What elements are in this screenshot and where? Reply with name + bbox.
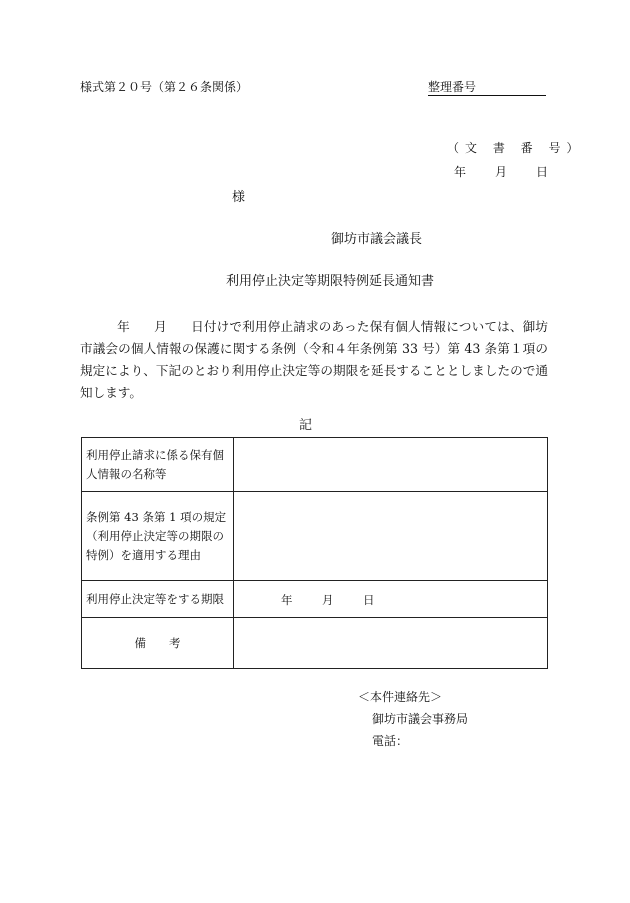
ki-heading: 記	[299, 418, 313, 433]
deadline-label: 利用停止決定等をする期限	[82, 581, 234, 618]
table-row	[82, 581, 548, 618]
table-row	[82, 492, 548, 581]
document-title: 利用停止決定等期限特例延長通知書	[226, 274, 435, 289]
issue-date-month: 月	[495, 165, 508, 179]
body-text: 日付けで利用停止請求のあった保有個人情報については、御坊市議会の個人情報の保護に関する条例（令和４年条例第 33 号）第 43 条第１項の規定により、下記のとおり利用停止決定等の期限を延長することとしましたので通知します。	[80, 319, 549, 400]
deadline-value[interactable]	[234, 581, 548, 618]
registration-number	[428, 80, 546, 96]
table-row	[82, 438, 548, 492]
body-date-month: 月	[153, 319, 167, 334]
document-number: （文 書 番 号）	[447, 141, 585, 155]
contact-heading: ＜本件連絡先＞	[358, 690, 443, 704]
contact-phone: 電話：	[372, 734, 409, 748]
reason-label: 条例第 43 条第 1 項の規定（利用停止決定等の期限の特例）を適用する理由	[82, 492, 234, 581]
remarks-value[interactable]	[234, 618, 548, 669]
deadline-day: 日	[363, 593, 375, 607]
remarks-label: 備 考	[82, 618, 234, 669]
recipient-honorific: 様	[232, 190, 246, 205]
body-paragraph	[80, 316, 548, 404]
item-name-label: 利用停止請求に係る保有個人情報の名称等	[82, 438, 234, 492]
sender-name: 御坊市議会議長	[331, 232, 423, 247]
reason-value[interactable]	[234, 492, 548, 581]
form-number: 様式第２０号（第２６条関係）	[80, 80, 249, 94]
details-table	[81, 437, 548, 669]
contact-office: 御坊市議会事務局	[372, 712, 469, 726]
body-date-year: 年	[117, 319, 130, 334]
registration-number-label: 整理番号	[428, 80, 477, 94]
item-name-value[interactable]	[234, 438, 548, 492]
deadline-month: 月	[322, 593, 334, 607]
deadline-year: 年	[281, 593, 293, 607]
issue-date-year: 年	[454, 165, 467, 179]
issue-date-day: 日	[536, 165, 549, 179]
table-row	[82, 618, 548, 669]
